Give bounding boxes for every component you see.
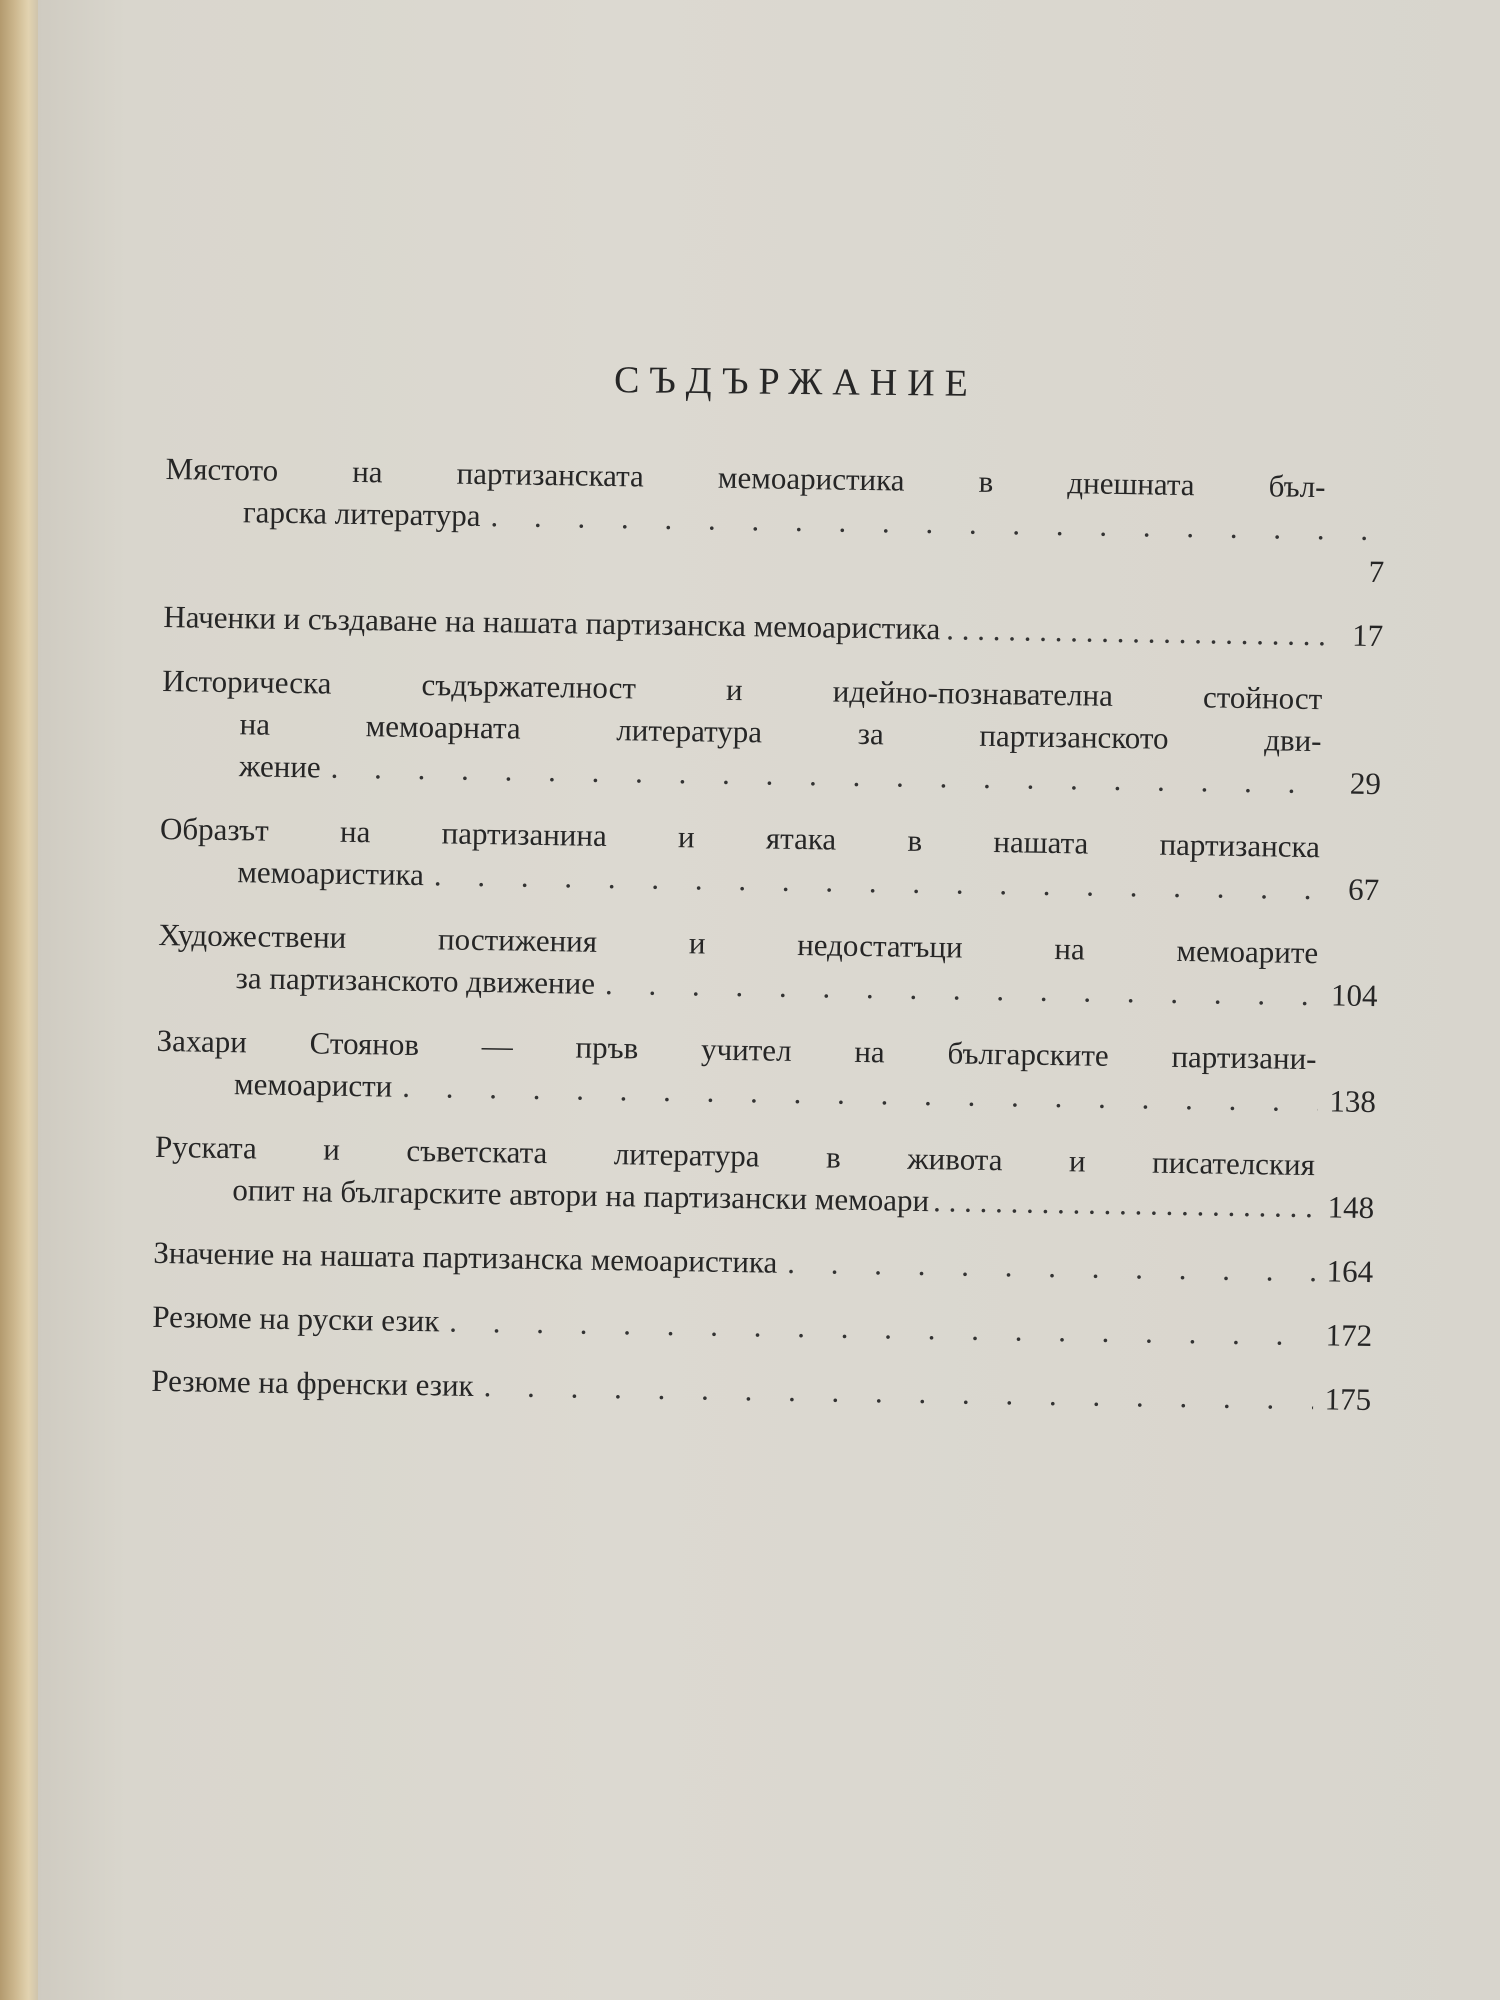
toc-entry-title-line: на мемоарната литература за партизанското дви- [239, 706, 1322, 759]
toc-entry-title-line: Резюме на френски език [151, 1362, 474, 1403]
toc-entry-title-line: Мястото на партизанската мемоаристика в днешната бъл- [165, 450, 1326, 505]
toc-page-number: 175 [1324, 1381, 1372, 1418]
toc-entry-title-line: Художествени постижения и недостатъци на мемоарите [158, 916, 1319, 971]
toc-entry-last-line [153, 1232, 1374, 1293]
toc-entry-title-line: Руската и съветската литература в живота и писателския [154, 1128, 1316, 1183]
toc-entry[interactable] [157, 914, 1378, 1017]
toc-entry[interactable] [156, 1020, 1377, 1123]
toc-entry-title-line: за партизанското движение [235, 960, 596, 1001]
toc-entry-title-line: Резюме на руски език [152, 1298, 440, 1339]
dot-leader [473, 1365, 1313, 1420]
toc-entry[interactable] [159, 808, 1380, 911]
toc-entry-title-line: мемоаристика [237, 854, 425, 893]
toc-entry[interactable] [152, 1296, 1373, 1357]
toc-entry[interactable] [154, 1126, 1375, 1229]
table-of-contents [151, 359, 1386, 1424]
page-title: СЪДЪРЖАНИЕ [613, 359, 979, 405]
dot-leader [929, 1180, 1317, 1228]
book-spine-edge [0, 0, 38, 2000]
toc-entry-title-line: Наченки и създаване на нашата партизанска мемоаристика [163, 598, 941, 647]
toc-page-number: 29 [1349, 765, 1382, 802]
toc-entry-title-line: мемоаристи [233, 1066, 393, 1104]
toc-entry-title-line: гарска литература [242, 494, 481, 533]
toc-entry[interactable] [164, 448, 1386, 593]
toc-entry[interactable] [151, 1360, 1372, 1421]
toc-entry-title-line: Значение на нашата партизанска мемоаристика [153, 1234, 778, 1280]
toc-page-number: 7 [1368, 553, 1385, 590]
toc-page-number: 164 [1326, 1253, 1374, 1290]
toc-entry[interactable] [153, 1232, 1374, 1293]
toc-entry-last-line [163, 596, 1384, 657]
toc-page-number: 67 [1347, 871, 1380, 908]
toc-list [151, 448, 1386, 1421]
toc-entry-last-line [151, 1360, 1372, 1421]
toc-entry-title-line: жение [238, 748, 322, 785]
toc-entry-title-line: Историческа съдържателност и идейно-познавателна стойност [162, 662, 1323, 717]
toc-entry-title-line: Захари Стоянов — пръв учител на българските партизани- [156, 1022, 1317, 1077]
dot-leader [777, 1242, 1316, 1292]
toc-page-number: 138 [1329, 1083, 1377, 1120]
toc-page-number: 17 [1351, 617, 1384, 654]
dot-leader [439, 1300, 1315, 1356]
toc-page-number: 104 [1330, 977, 1378, 1014]
toc-page-number: 148 [1327, 1189, 1375, 1226]
toc-entry[interactable] [161, 660, 1383, 805]
toc-entry-last-line [152, 1296, 1373, 1357]
toc-entry-title-line: опит на българските автори на партизански мемоари [232, 1172, 930, 1219]
toc-entry[interactable] [163, 596, 1384, 657]
toc-entry-title-line: Образът на партизанина и ятака в нашата партизанска [159, 810, 1321, 865]
toc-page-number: 172 [1325, 1317, 1373, 1354]
book-page [38, 0, 1500, 2000]
dot-leader [940, 608, 1326, 656]
